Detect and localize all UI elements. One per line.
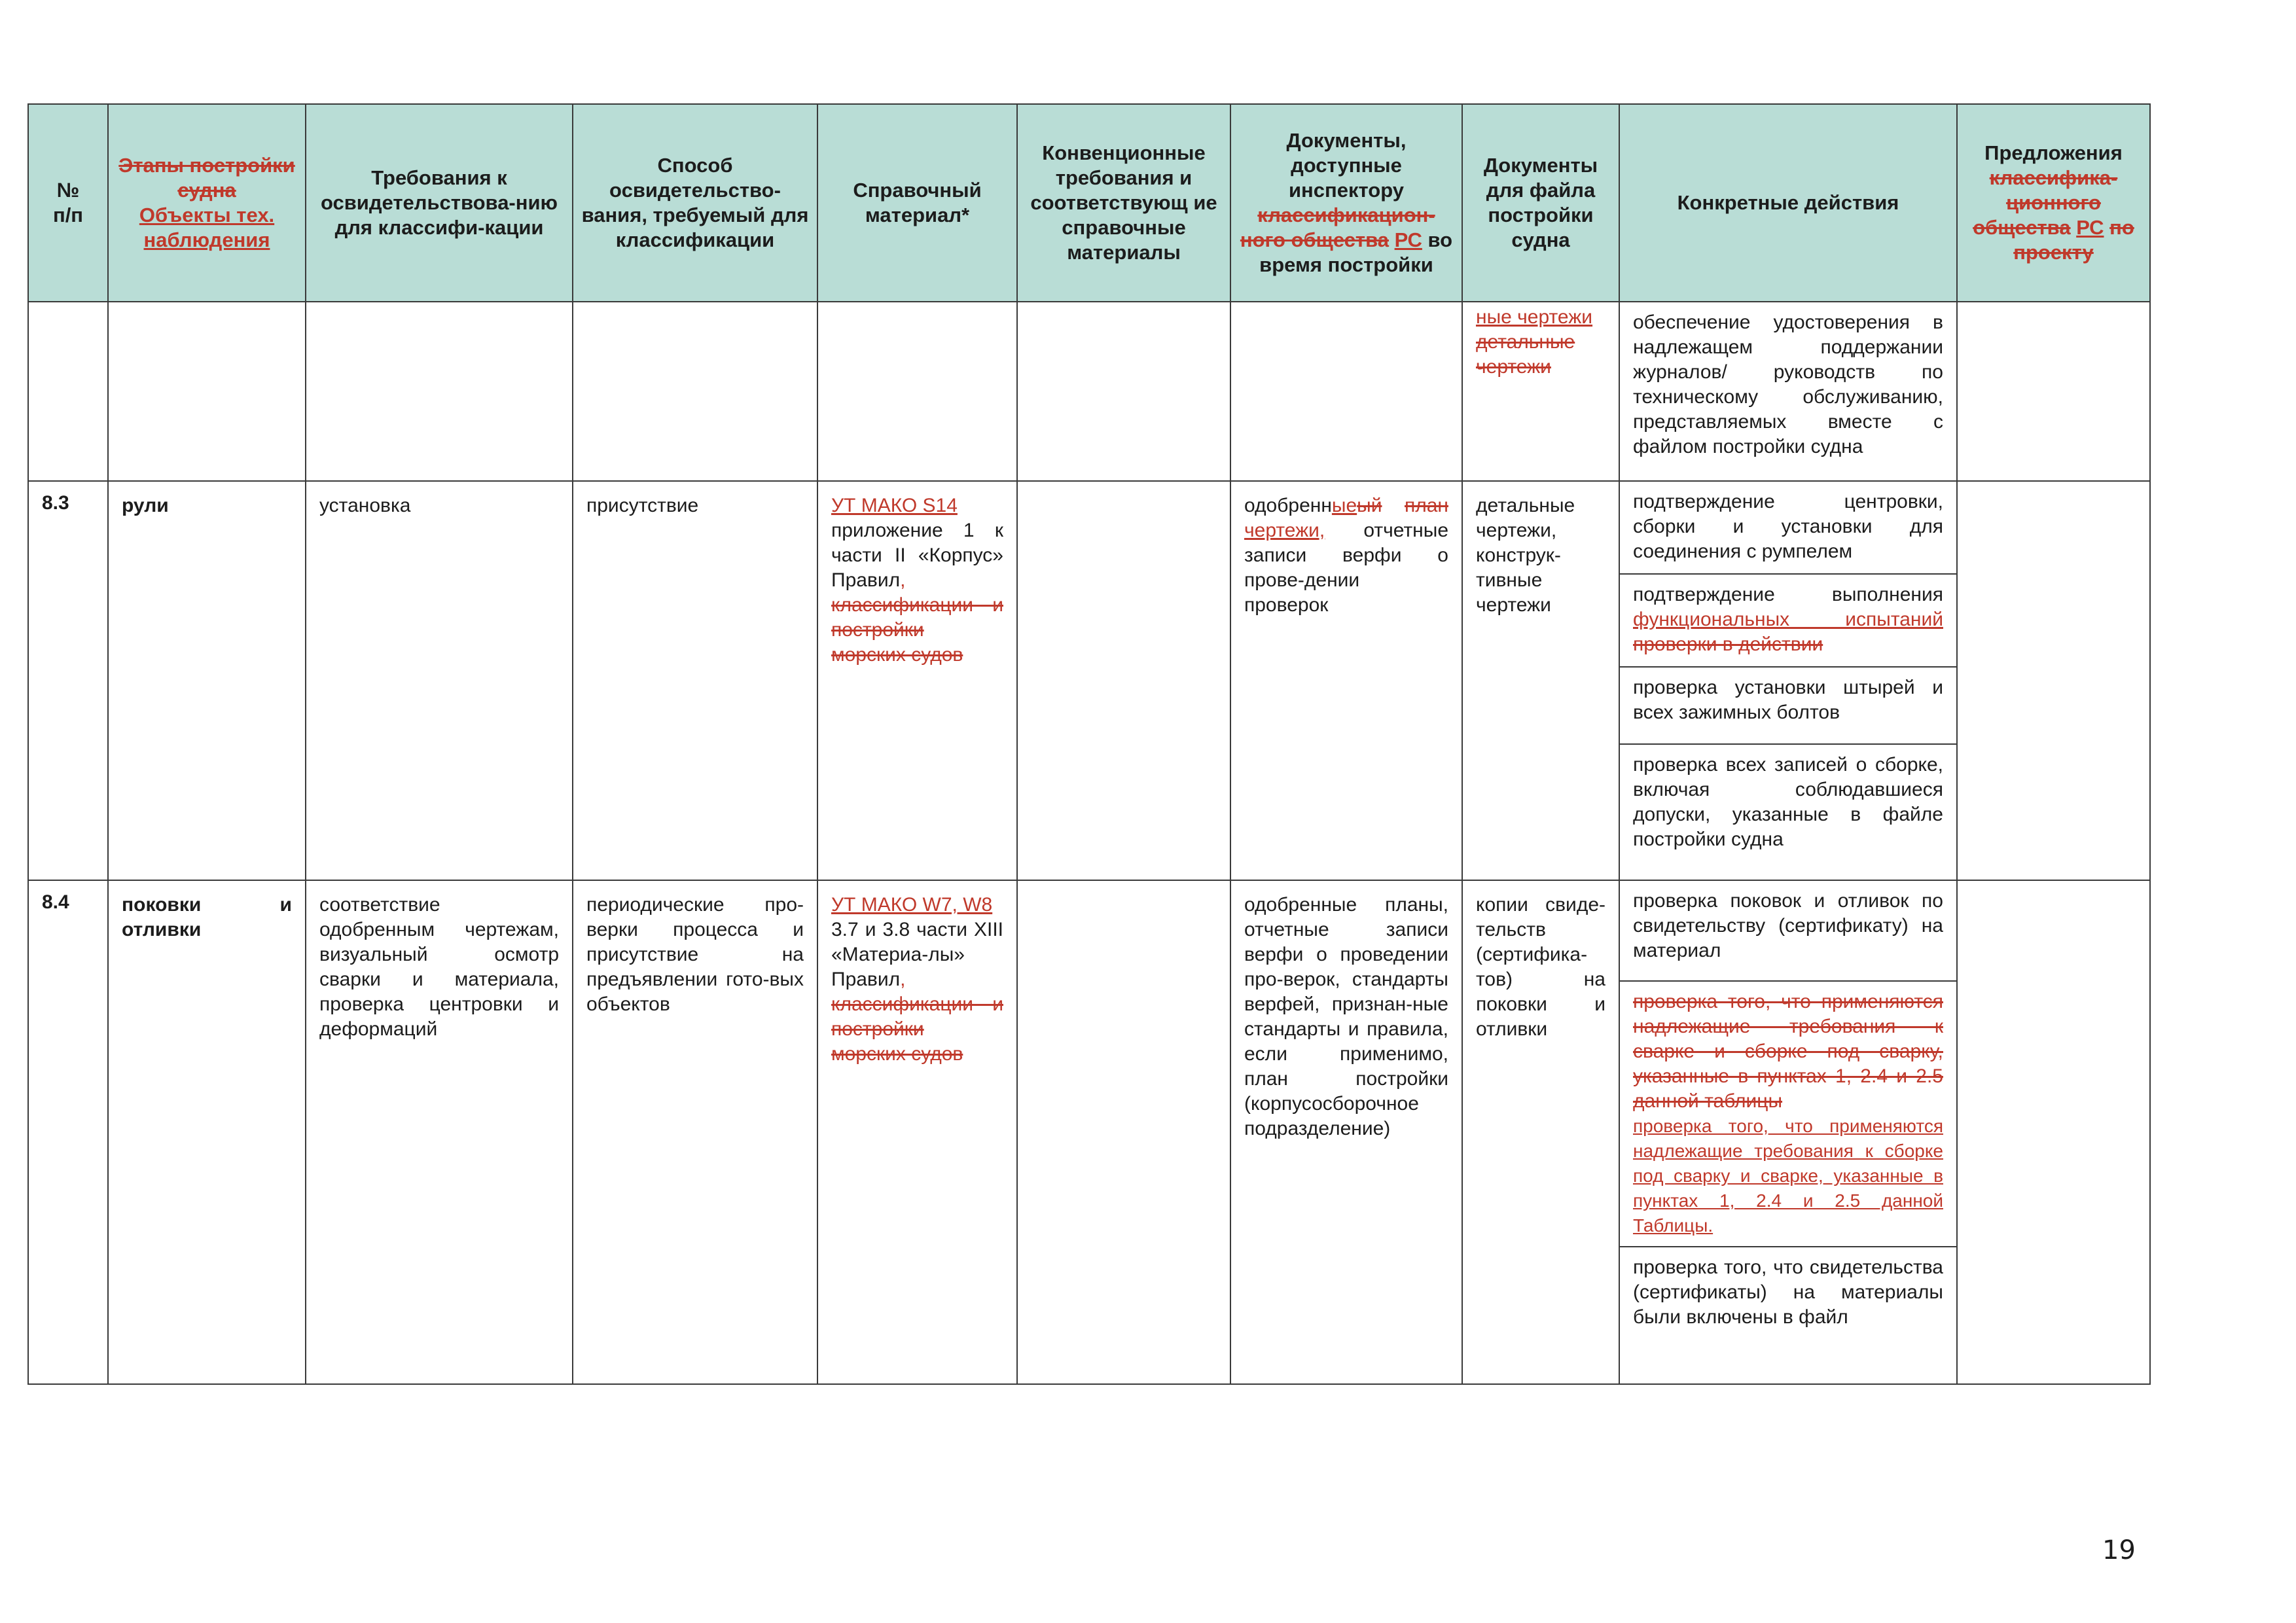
col-reference-header: Справочный материал* bbox=[817, 104, 1017, 302]
page-number: 19 bbox=[2102, 1535, 2136, 1565]
col-convention-header: Конвенционные требования и соответствующ ие справочные материалы bbox=[1017, 104, 1230, 302]
table-row bbox=[28, 302, 2150, 481]
header-row bbox=[28, 104, 2150, 302]
inspector-docs-cell: одобренные планы, отчетные записи верфи о проведении про-верок, стандарты верфей, признан-ные стандарты и правила, если применимо, план постройки (корпусосборочное подразделение) bbox=[1230, 880, 1462, 1384]
col-actions-header: Конкретные действия bbox=[1619, 104, 1957, 302]
col-inspector-docs-header: Документы, доступные инспектору классификацион-ного общества РС во время постройки bbox=[1230, 104, 1462, 302]
action-cell: обеспечение удостоверения в надлежащем поддержании журналов/ руководств по техническому обслуживанию, представляемых вместе с файлом постройки судна bbox=[1619, 302, 1957, 481]
inspector-docs-cell: одобренныеый план чертежи, отчетные записи верфи о прове-дении проверок bbox=[1230, 481, 1462, 880]
build-file-docs-cell: ные чертежи детальные чертежи bbox=[1462, 302, 1619, 481]
col-object-header: Этапы постройки судна Объекты тех. наблюдения bbox=[108, 104, 306, 302]
actions-cell: проверка поковок и отливок по свидетельству (сертификату) на материал проверка того, что применяются надлежащие требования к сварке и сборке под сварку, указанные в пунктах 1, 2.4 и 2.5 данной таблицы проверка того, что применяются надлежащие требования к сборке под сварку и сварке, указанные в пунктах 1, 2.4 и 2.5 данной Таблицы. проверка того, что свидетельства (сертификаты) на материалы были включены в файл bbox=[1619, 880, 1957, 1384]
classification-table bbox=[27, 103, 2151, 1385]
col-requirements-header: Требования к освидетельствова-нию для классифи-кации bbox=[306, 104, 573, 302]
col-number-header: № п/п bbox=[28, 104, 108, 302]
actions-cell: подтверждение центровки, сборки и установки для соединения с румпелем подтверждение выполнения функциональных испытаний проверки в действии проверка установки штырей и всех зажимных болтов проверка всех записей о сборке, включая соблюдавшиеся допуски, указанные в файле постройки судна bbox=[1619, 481, 1957, 880]
reference-cell: УТ МАКО S14 приложение 1 к части II «Корпус» Правил, классификации и постройки морских судов bbox=[817, 481, 1017, 880]
col-proposals-header: Предложения классифика-ционного общества РС по проекту bbox=[1957, 104, 2150, 302]
col-method-header: Способ освидетельство-вания, требуемый для классификации bbox=[573, 104, 817, 302]
table-row: 8.3 рули установка присутствие УТ МАКО S14 приложение 1 к части II «Корпус» Правил, классификации и постройки морских судов одобренныеый план чертежи, отчетные записи верфи о прове-дении проверок детальные чертежи, конструк-тивные чертежи подтверждение центровки, сборки и установки для соединения с румпелем подтверждение выполнения функциональных испытаний проверки в действии проверка установки штырей и всех зажимных болтов проверка всех записей о сборке, включая соблюдавшиеся допуски, указанные в файле постройки судна bbox=[28, 481, 2150, 880]
table-row: 8.4 поковки и отливки соответствие одобренным чертежам, визуальный осмотр сварки и материала, проверка центровки и деформаций периодические про-верки процесса и присутствие на предъявлении гото-вых объектов УТ МАКО W7, W8 3.7 и 3.8 части XIII «Материа-лы» Правил, классификации и постройки морских судов одобренные планы, отчетные записи верфи о проведении про-верок, стандарты верфей, признан-ные стандарты и правила, если применимо, план постройки (корпусосборочное подразделение) копии свиде-тельств (сертифика-тов) на поковки и отливки проверка поковок и отливок по свидетельству (сертификату) на материал проверка того, что применяются надлежащие требования к сварке и сборке под сварку, указанные в пунктах 1, 2.4 и 2.5 данной таблицы проверка того, что применяются надлежащие требования к сборке под сварку и сварке, указанные в пунктах 1, 2.4 и 2.5 данной Таблицы. проверка того, что свидетельства (сертификаты) на материалы были включены в файл bbox=[28, 880, 2150, 1384]
col-build-file-header: Документы для файла постройки судна bbox=[1462, 104, 1619, 302]
reference-cell: УТ МАКО W7, W8 3.7 и 3.8 части XIII «Материа-лы» Правил, классификации и постройки морских судов bbox=[817, 880, 1017, 1384]
